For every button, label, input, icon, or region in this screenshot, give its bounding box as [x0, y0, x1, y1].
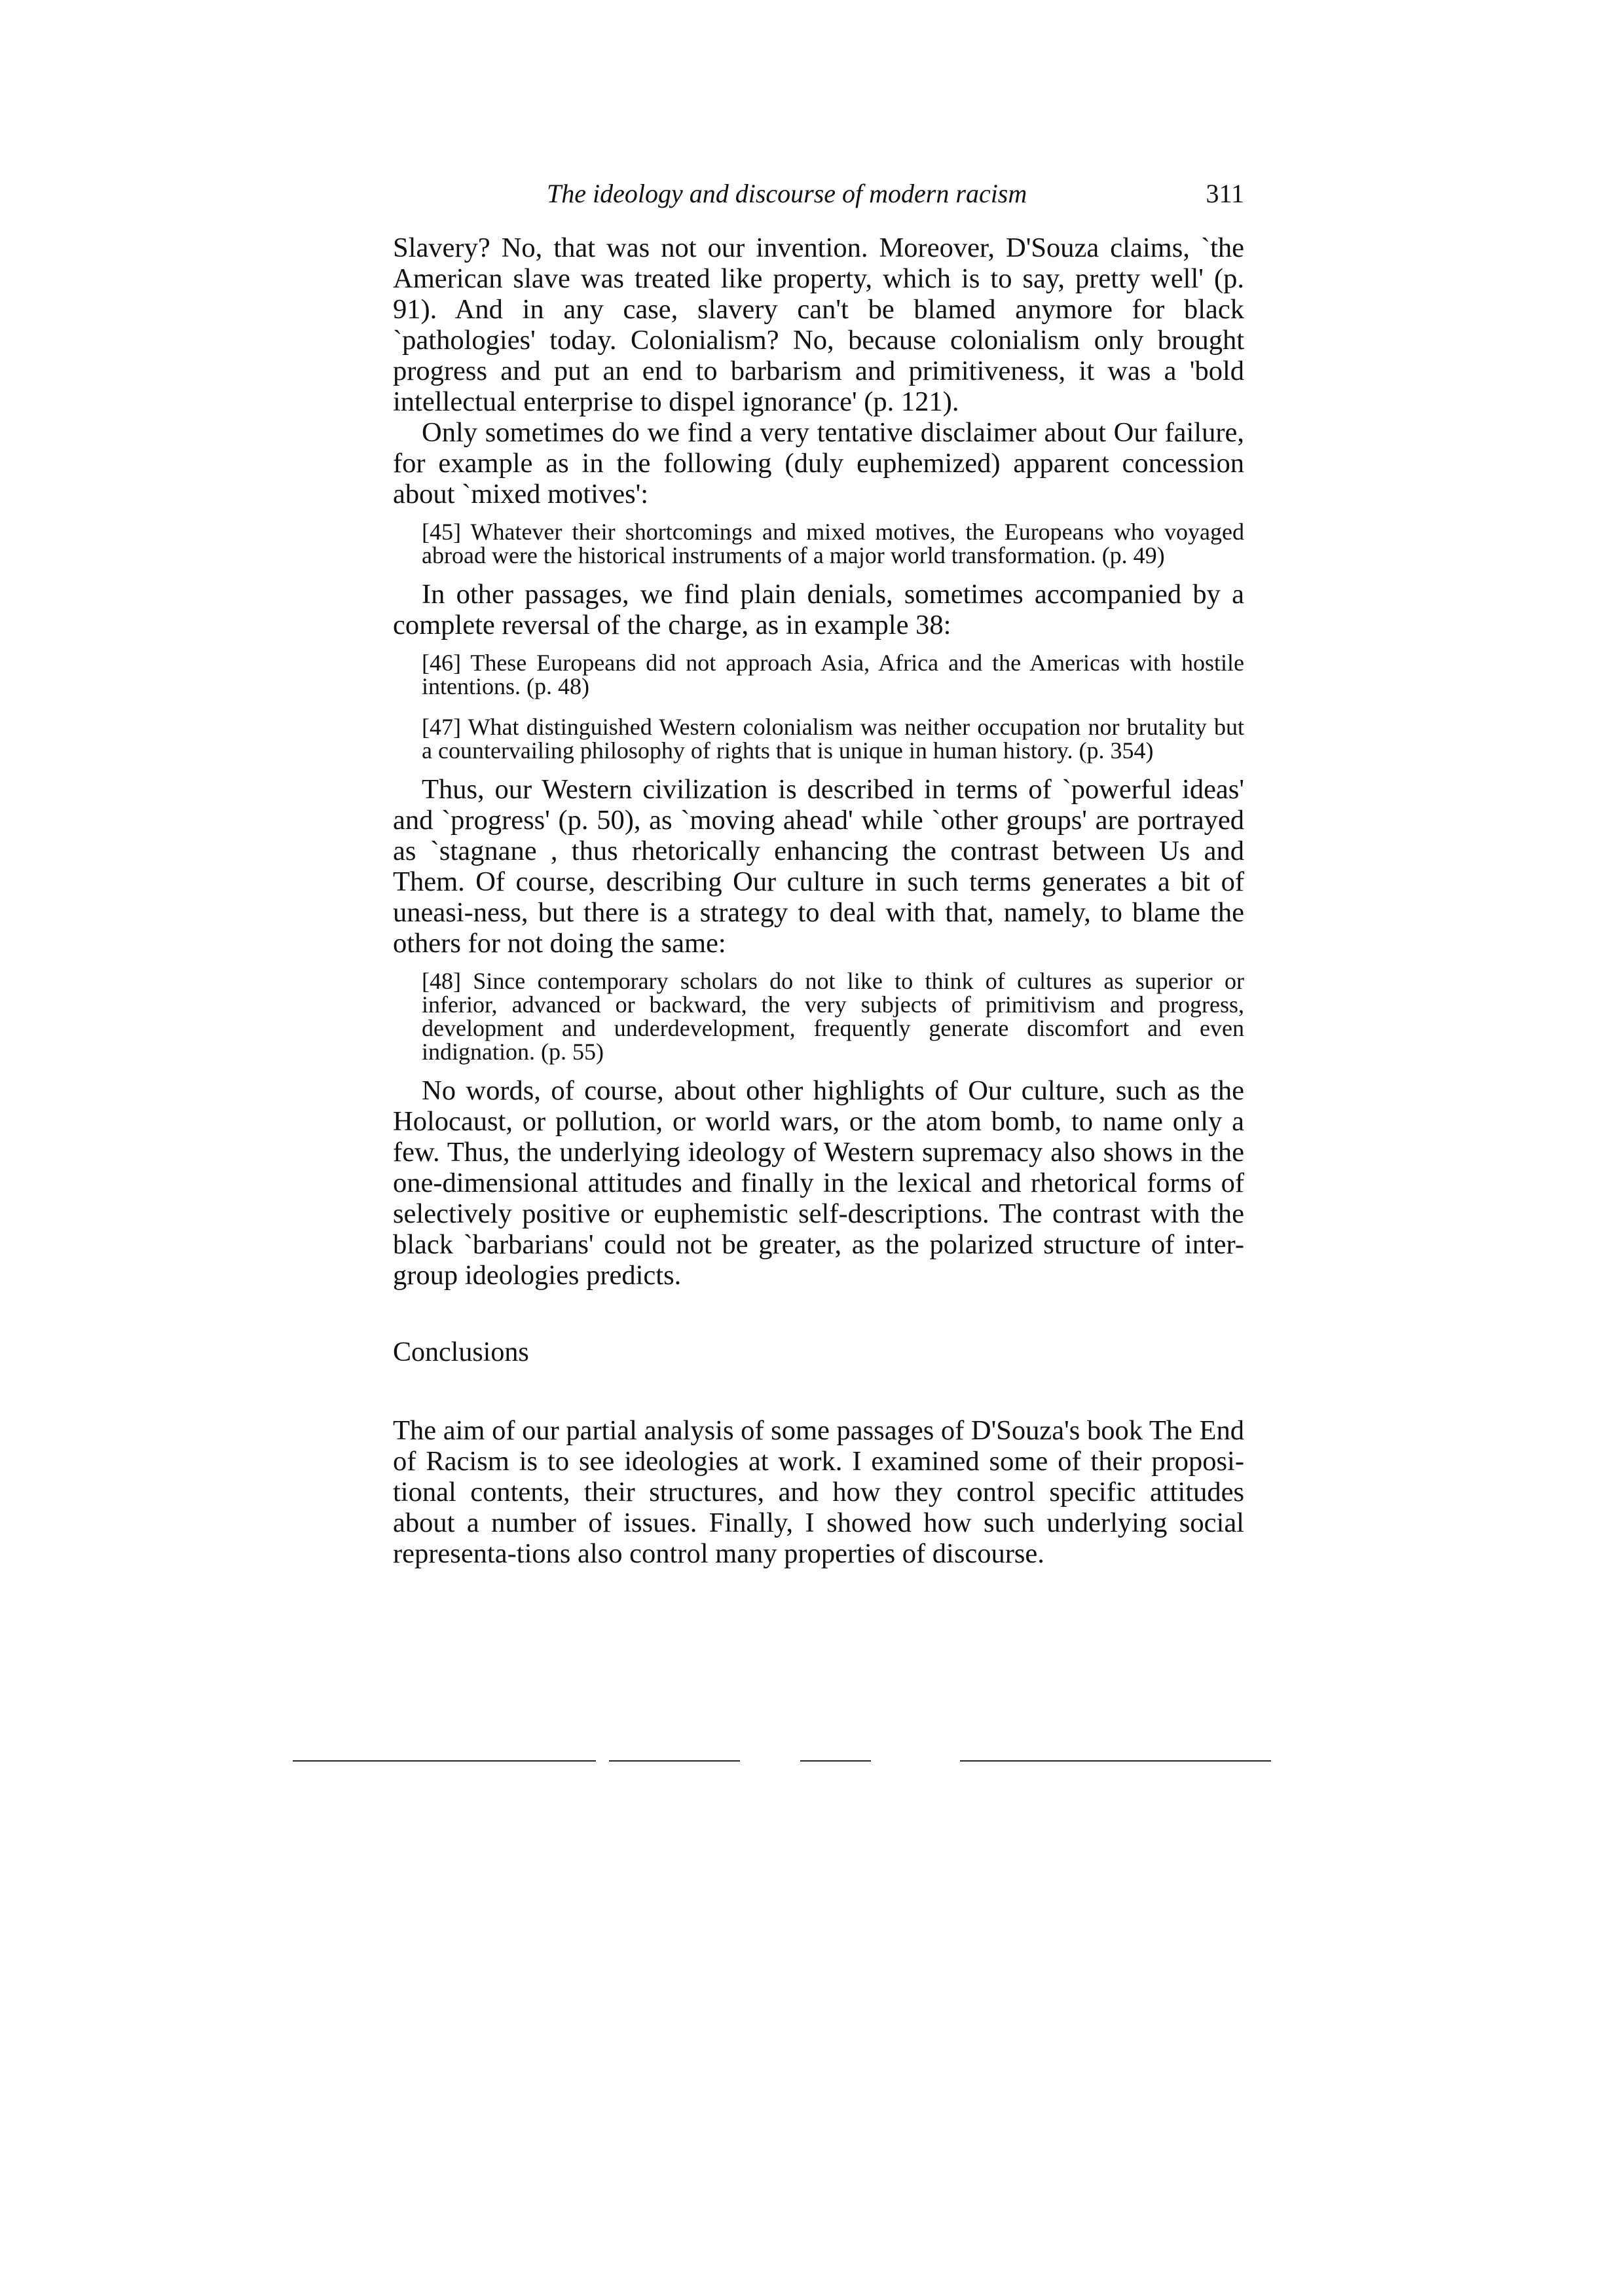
quote-47: [47] What distinguished Western colonialism was neither occupation nor brutality but a countervailing philosophy of rights that is unique in human history. (p. 354) [422, 714, 1244, 764]
paragraph-highlights: No words, of course, about other highlights of Our culture, such as the Holocaust, or pollution, or world wars, or the atom bomb, to name only a few. Thus, the underlying ideology of Western supremacy also shows in the one-dimensional attitudes and finally in the lexical and rhetorical forms of selectively positive or euphemistic self-descriptions. The contrast with the black `barbarians' could not be greater, as the polarized structure of inter-group ideologies predicts. [393, 1075, 1244, 1291]
page-number: 311 [1206, 179, 1244, 208]
paragraph-disclaimer: Only sometimes do we find a very tentative disclaimer about Our failure, for example as in the following (duly euphemized) apparent concession about `mixed motives': [393, 417, 1244, 509]
footer-rule [293, 1760, 596, 1762]
running-title: The ideology and discourse of modern racism [547, 179, 1027, 208]
footer-rule [800, 1760, 871, 1762]
footer-rule [609, 1760, 740, 1762]
paragraph-conclusions: The aim of our partial analysis of some passages of D'Souza's book The End of Racism is to see ideologies at work. I examined some of their proposi-tional contents, their structures, and how they control specific attitudes about a number of issues. Finally, I showed how such underlying social representa-tions also control many properties of discourse. [393, 1415, 1244, 1569]
paragraph-slavery: Slavery? No, that was not our invention. Moreover, D'Souza claims, `the American slave was treated like property, which is to say, pretty well' (p. 91). And in any case, slavery can't be blamed anymore for black `pathologies' today. Colonialism? No, because colonialism only brought progress and put an end to barbarism and primitiveness, it was a 'bold intellectual enterprise to dispel ignorance' (p. 121). [393, 232, 1244, 417]
section-heading-conclusions: Conclusions [393, 1337, 529, 1367]
paragraph-denials: In other passages, we find plain denials, sometimes accompanied by a complete reversal of the charge, as in example 38: [393, 579, 1244, 640]
footer-rule [960, 1760, 1271, 1762]
body-text [393, 232, 1244, 1569]
quote-45: [45] Whatever their shortcomings and mixed motives, the Europeans who voyaged abroad were the historical instruments of a major world transformation. (p. 49) [422, 519, 1244, 568]
page-header [393, 176, 1244, 215]
paragraph-western-civilization: Thus, our Western civilization is described in terms of `powerful ideas' and `progress' (p. 50), as `moving ahead' while `other groups' are portrayed as `stagnane , thus rhetorically enhancing the contrast between Us and Them. Of course, describing Our culture in such terms generates a bit of uneasi-ness, but there is a strategy to deal with that, namely, to blame the others for not doing the same: [393, 774, 1244, 959]
quote-48: [48] Since contemporary scholars do not like to think of cultures as superior or inferior, advanced or backward, the very subjects of primitivism and progress, development and underdevelopment, frequently generate discomfort and even indignation. (p. 55) [422, 968, 1244, 1065]
footer-rules [0, 1760, 1624, 1763]
quote-46: [46] These Europeans did not approach Asia, Africa and the Americas with hostile intentions. (p. 48) [422, 650, 1244, 699]
